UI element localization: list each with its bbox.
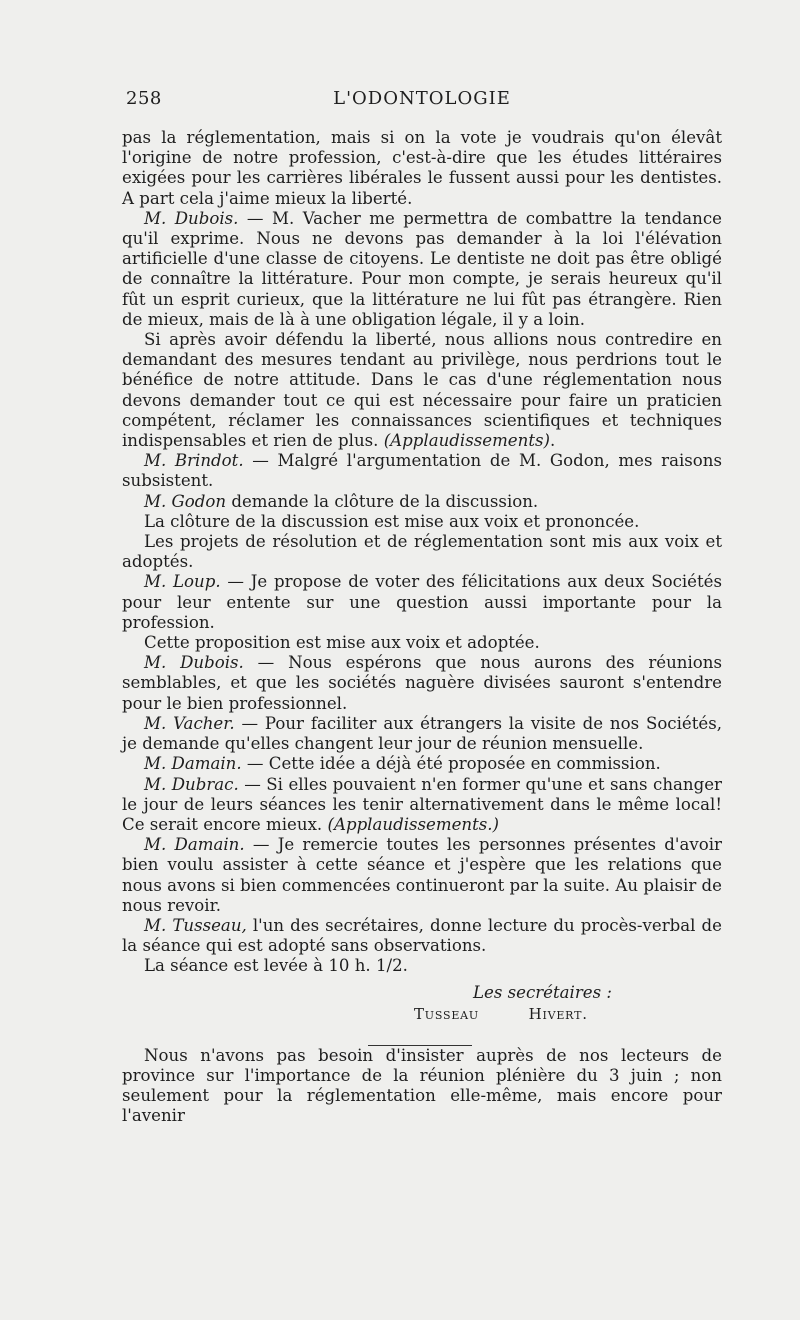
speaker-name: M. Brindot. [144,451,244,471]
paragraph-text: — Nous espérons que nous aurons des réunions semblables, et que les sociétés naguère divisées sauront s'entendre pour le bien professionnel. [122,653,722,713]
paragraph [122,209,722,330]
paragraph [122,633,722,653]
paragraph [122,754,722,774]
paragraph-text: — Si elles pouvaient n'en former qu'une et sans changer le jour de leurs séances les tenir alternativement dans le même local! Ce serait encore mieux. [122,774,722,834]
applause-note: (Applaudissements) [383,431,550,451]
speaker-name: M. Dubois. [144,653,244,673]
paragraph [122,775,722,836]
paragraph-text: Cette proposition est mise aux voix et adoptée. [144,633,540,653]
paragraph [122,330,722,451]
paragraph-text: l'un des secrétaires, donne lecture du procès-verbal de la séance qui est adopté sans observations. [122,915,722,956]
closing-paragraph: Nous n'avons pas besoin d'insister auprès de nos lecteurs de province sur l'importance de la réunion plénière du 3 juin ; non seulement pour la réglementation elle-même, mais encore pour l'avenir [122,1045,722,1126]
paragraph-text: — Je propose de voter des félicitations aux deux Sociétés pour leur entente sur une question aussi importante pour la profession. [122,572,723,632]
speaker-name: M. Tusseau, [144,915,247,935]
paragraph-text: Les projets de résolution et de réglementation sont mis aux voix et adoptés. [122,532,722,572]
paragraph-text: demande la clôture de la discussion. [226,491,539,511]
paragraph [122,572,722,633]
paragraph-text: pas la réglementation, mais si on la vote je voudrais qu'on élevât l'origine de notre profession, c'est-à-dire que les études littéraires exigées pour les carrières libérales le fussent aussi pour les dentistes. A part cela j'aime mieux la liberté. [122,128,722,208]
paragraph-text: — Malgré l'argumentation de M. Godon, mes raisons subsistent. [122,451,722,491]
page-header [122,88,722,114]
paragraph-text: Si après avoir défendu la liberté, nous allions nous contredire en demandant des mesures tendant au privilège, nous perdrions tout le bénéfice de notre attitude. Dans le cas d'une réglementation nous devons demander tout ce qui est nécessaire pour faire un praticien compétent, réclamer les connaissances scientifiques et techniques indispensables et rien de plus. [122,330,722,451]
page-number: 258 [126,88,162,109]
paragraph [122,128,722,209]
speaker-name: M. Damain. [144,835,245,855]
paragraph [122,492,722,512]
signature-label: Les secrétaires : [472,982,612,1002]
paragraph [122,653,722,714]
speaker-name: M. Dubois. [144,208,239,228]
speaker-name: M. Dubrac. [144,774,239,794]
secretary-name: Hivert. [528,1004,588,1023]
body-text [122,128,722,1127]
paragraph [122,512,722,532]
applause-note: (Applaudissements.) [327,814,500,834]
paragraph-text: — Pour faciliter aux étrangers la visite de nos Sociétés, je demande qu'elles changent leur jour de réunion mensuelle. [122,713,723,754]
speaker-name: M. Godon [144,491,227,511]
signature-names [122,1003,722,1025]
paragraph-text: — M. Vacher me permettra de combattre la tendance qu'il exprime. Nous ne devons pas demander à la loi l'élévation artificielle d'une classe de citoyens. Le dentiste ne doit pas être obligé de connaître la littérature. Pour mon compte, je serais heureux qu'il fût un esprit curieux, que la littérature ne lui fût pas étrangère. Rien de mieux, mais de là à une obligation légale, il y a loin. [122,208,722,329]
speaker-name: M. Loup. [144,572,221,592]
paragraph [122,451,722,491]
secretary-name: Tusseau [414,1004,479,1023]
speaker-name: M. Vacher. [144,713,235,733]
paragraph-text: La clôture de la discussion est mise aux voix et prononcée. [144,511,640,531]
paragraph [122,714,722,754]
paragraph-text: — Cette idée a déjà été proposée en commission. [241,754,661,774]
running-title: L'ODONTOLOGIE [333,88,511,109]
paragraph [122,956,722,976]
speaker-name: M. Damain. [144,754,242,774]
paragraph-text: La séance est levée à 10 h. 1/2. [144,956,408,976]
paragraph-text-end: . [549,431,556,451]
paragraph [122,835,722,916]
paragraph-text: — Je remercie toutes les personnes présentes d'avoir bien voulu assister à cette séance et j'espère que les relations que nous avons si bien commencées continueront par la suite. Au plaisir de nous revoir. [122,835,722,915]
paragraph [122,916,722,956]
paragraph [122,532,722,572]
